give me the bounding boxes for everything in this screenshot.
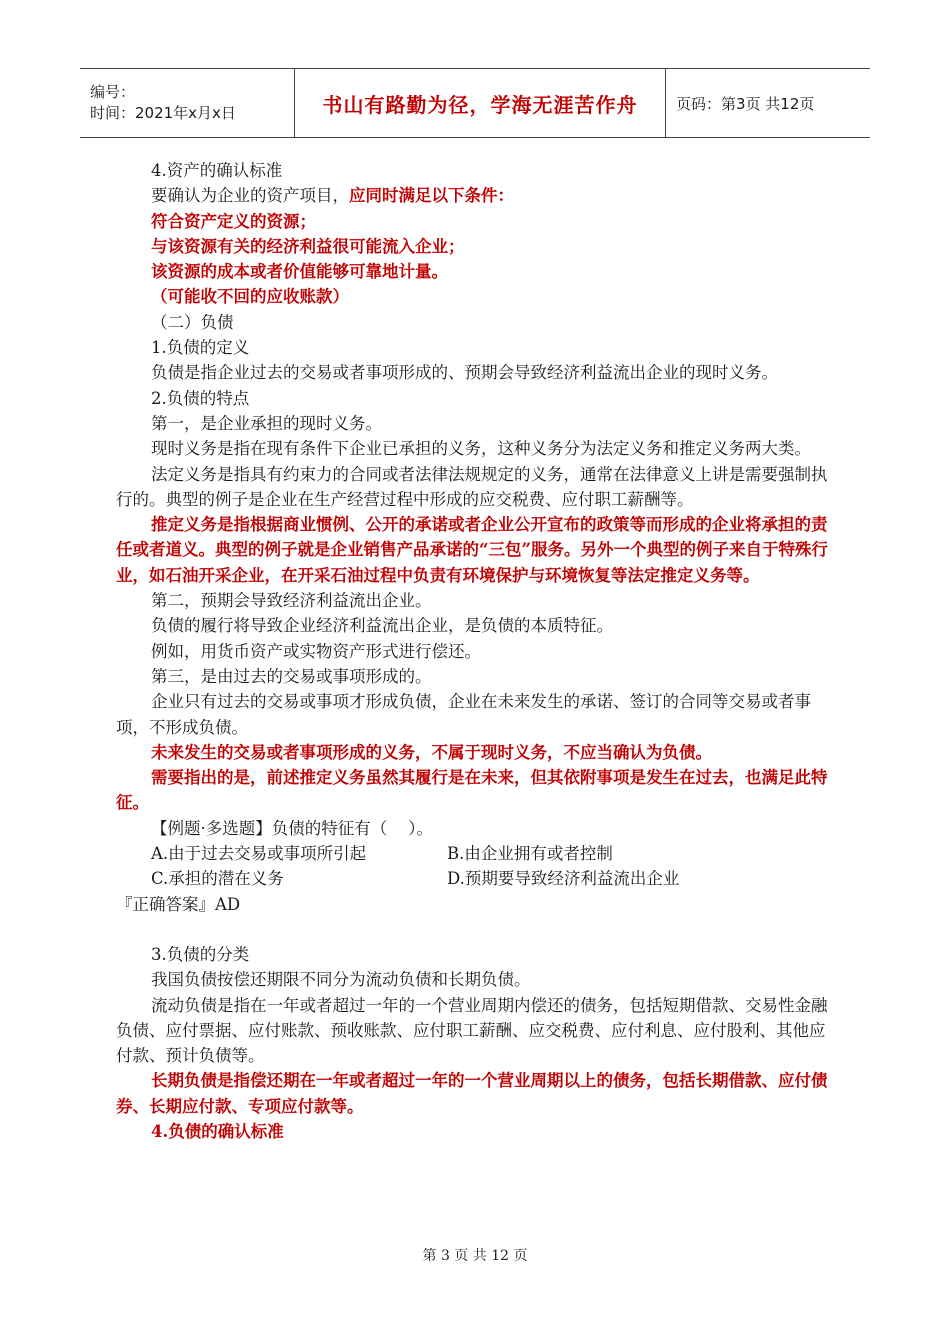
paragraph: 负债是指企业过去的交易或者事项形成的、预期会导致经济利益流出企业的现时义务。 [151, 363, 778, 383]
paragraph: 现时义务是指在现有条件下企业已承担的义务，这种义务分为法定义务和推定义务两大类。 [151, 439, 811, 459]
paragraph: 我国负债按偿还期限不同分为流动负债和长期负债。 [151, 970, 531, 990]
highlight-paragraph: 长期负债是指偿还期在一年或者超过一年的一个营业周期以上的债务，包括长期借款、应付债券、长期应付款、专项应付款等。 [116, 1071, 828, 1116]
paragraph: 第三，是由过去的交易或事项形成的。 [151, 666, 432, 686]
option-b: B.由企业拥有或者控制 [447, 844, 613, 864]
spacer [116, 917, 836, 942]
paragraph: 流动负债是指在一年或者超过一年的一个营业周期内偿还的债务，包括短期借款、交易性金融负债、应付票据、应付账款、预收账款、应付职工薪酬、应交税费、应付利息、应付股利、其他应付款、预计负债等。 [116, 995, 828, 1066]
paragraph [116, 183, 836, 208]
option-a: A.由于过去交易或事项所引起 [151, 844, 367, 864]
paragraph: 负债的履行将导致企业经济利益流出企业，是负债的本质特征。 [151, 616, 613, 636]
option-d: D.预期要导致经济利益流出企业 [447, 869, 680, 889]
page-footer: 第 3 页 共 12 页 [422, 1248, 528, 1264]
section-heading: 3.负债的分类 [151, 944, 250, 964]
header-meta [80, 69, 294, 137]
section-heading: 2.负债的特点 [151, 388, 250, 408]
highlight-paragraph: 需要指出的是，前述推定义务虽然其履行是在未来，但其依附事项是发生在过去，也满足此特征。 [116, 768, 828, 813]
time-label: 时间：2021年x月x日 [90, 104, 236, 122]
section-heading: 4.负债的确认标准 [151, 1121, 284, 1141]
options-row [116, 841, 836, 866]
page-header [80, 68, 870, 138]
highlight-text: 应同时满足以下条件： [349, 186, 514, 206]
answer: 『正确答案』AD [116, 894, 241, 914]
question-title: 【例题·多选题】负债的特征有（ ）。 [151, 818, 433, 838]
header-page-number: 页码：第3页 共12页 [676, 94, 815, 113]
document-body [116, 158, 836, 1144]
condition-2: 与该资源有关的经济利益很可能流入企业； [151, 236, 465, 256]
paragraph: 第二，预期会导致经济利益流出企业。 [151, 591, 432, 611]
section-heading: 4.资产的确认标准 [151, 161, 283, 180]
highlight-paragraph: 推定义务是指根据商业惯例、公开的承诺或者企业公开宣布的政策等而形成的企业将承担的责任或者道义。典型的例子就是企业销售产品承诺的“三包”服务。另外一个典型的例子来自于特殊行业，如石油开采企业，在开采石油过程中负责有环境保护与环境恢复等法定推定义务等。 [116, 515, 828, 585]
condition-1: 符合资产定义的资源； [151, 211, 316, 231]
highlight-paragraph: 未来发生的交易或者事项形成的义务，不属于现时义务，不应当确认为负债。 [151, 742, 712, 762]
note: （可能收不回的应收账款） [151, 287, 349, 307]
section-heading: （二）负债 [151, 312, 234, 332]
paragraph: 第一，是企业承担的现时义务。 [151, 413, 382, 433]
paragraph: 例如，用货币资产或实物资产形式进行偿还。 [151, 641, 481, 661]
paragraph: 企业只有过去的交易或事项才形成负债，企业在未来发生的承诺、签订的合同等交易或者事项，不形成负债。 [116, 692, 811, 737]
text: 要确认为企业的资产项目， [151, 186, 349, 206]
options-row [116, 866, 836, 891]
header-motto: 书山有路勤为径，学海无涯苦作舟 [294, 69, 666, 137]
condition-3: 该资源的成本或者价值能够可靠地计量。 [151, 262, 448, 282]
option-c: C.承担的潜在义务 [151, 869, 284, 889]
section-heading: 1.负债的定义 [151, 338, 250, 358]
code-label: 编号： [90, 83, 136, 101]
paragraph: 法定义务是指具有约束力的合同或者法律法规规定的义务，通常在法律意义上讲是需要强制执行的。典型的例子是企业在生产经营过程中形成的应交税费、应付职工薪酬等。 [116, 464, 828, 509]
